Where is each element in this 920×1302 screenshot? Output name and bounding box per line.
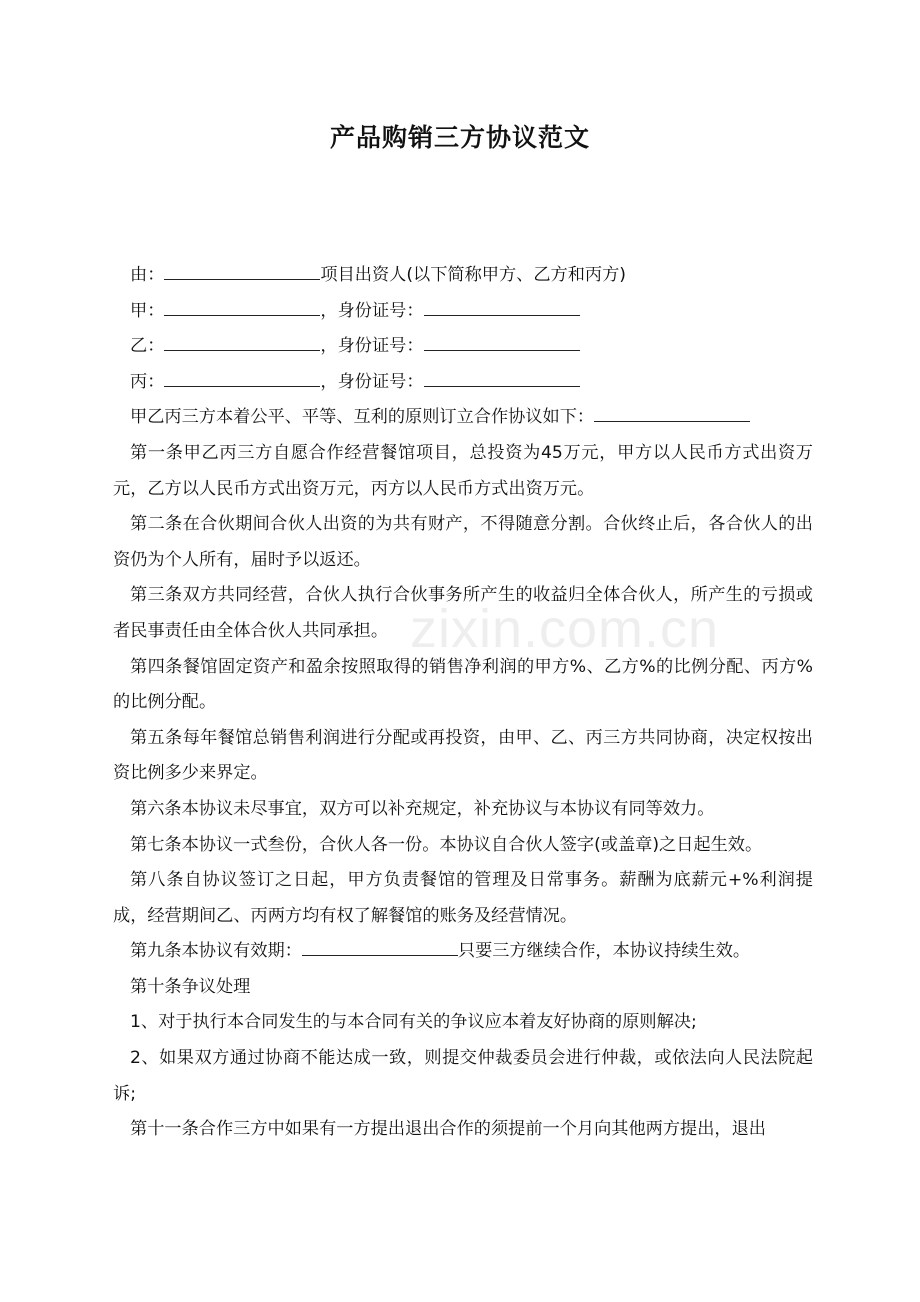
party-a-name-blank bbox=[164, 295, 320, 316]
article-5: 第五条每年餐馆总销售利润进行分配或再投资，由甲、乙、丙三方共同协商，决定权按出资比例多少来界定。 bbox=[113, 727, 813, 784]
preamble-text: 甲乙丙三方本着公平、平等、互利的原则订立合作协议如下： bbox=[130, 407, 595, 428]
party-a-line bbox=[113, 294, 813, 330]
party-c-label: 丙： bbox=[130, 371, 165, 392]
document-title: 产品购销三方协议范文 bbox=[329, 123, 590, 152]
article-9 bbox=[113, 934, 813, 970]
party-c-name-blank bbox=[164, 366, 320, 387]
project-name-blank bbox=[164, 259, 320, 280]
party-b-id-blank bbox=[424, 330, 580, 351]
party-c-id-label: ，身份证号： bbox=[320, 371, 424, 392]
party-c-line bbox=[113, 365, 813, 401]
document-body bbox=[113, 258, 813, 1148]
parties-intro bbox=[113, 258, 813, 294]
parties-intro-text: 项目出资人(以下简称甲方、乙方和丙方) bbox=[320, 265, 626, 285]
article-7: 第七条本协议一式叁份，合伙人各一份。本协议自合伙人签字(或盖章)之日起生效。 bbox=[130, 834, 763, 855]
article-9-label: 第九条本协议有效期： bbox=[130, 941, 302, 962]
article-11: 第十一条合作三方中如果有一方提出退出合作的须提前一个月向其他两方提出，退出 bbox=[130, 1119, 766, 1140]
party-a-id-label: ，身份证号： bbox=[320, 300, 424, 321]
article-9-text: 只要三方继续合作，本协议持续生效。 bbox=[457, 941, 751, 962]
article-6: 第六条本协议未尽事宜，双方可以补充规定，补充协议与本协议有同等效力。 bbox=[130, 798, 715, 819]
article-10: 第十条争议处理 bbox=[130, 976, 251, 997]
parties-intro-label: 由： bbox=[130, 265, 165, 285]
party-b-label: 乙： bbox=[130, 336, 165, 357]
party-a-id-blank bbox=[424, 295, 580, 316]
article-2: 第二条在合伙期间合伙人出资的为共有财产，不得随意分割。合伙终止后，各合伙人的出资仍为个人所有，届时予以返还。 bbox=[113, 514, 813, 570]
party-b-name-blank bbox=[164, 330, 320, 351]
preamble-blank bbox=[594, 401, 750, 422]
party-b-id-label: ，身份证号： bbox=[320, 336, 424, 357]
article-1: 第一条甲乙丙三方自愿合作经营餐馆项目，总投资为45万元，甲方以人民币方式出资万元，乙方以人民币方式出资万元，丙方以人民币方式出资万元。 bbox=[113, 442, 813, 499]
article-8: 第八条自协议签订之日起，甲方负责餐馆的管理及日常事务。薪酬为底薪元+%利润提成，经营期间乙、丙两方均有权了解餐馆的账务及经营情况。 bbox=[113, 870, 813, 926]
article-3: 第三条双方共同经营，合伙人执行合伙事务所产生的收益归全体合伙人，所产生的亏损或者民事责任由全体合伙人共同承担。 bbox=[113, 585, 813, 641]
watermark: zixin.com.cn bbox=[410, 599, 720, 659]
agreement-preamble bbox=[113, 400, 813, 436]
party-c-id-blank bbox=[424, 366, 580, 387]
article-10-item-1: 1、对于执行本合同发生的与本合同有关的争议应本着友好协商的原则解决; bbox=[130, 1012, 697, 1033]
article-4: 第四条餐馆固定资产和盈余按照取得的销售净利润的甲方%、乙方%的比例分配、丙方%的比例分配。 bbox=[113, 656, 813, 713]
article-10-item-2: 2、如果双方通过协商不能达成一致，则提交仲裁委员会进行仲裁，或依法向人民法院起诉; bbox=[113, 1048, 813, 1104]
party-a-label: 甲： bbox=[130, 300, 165, 321]
validity-period-blank bbox=[302, 935, 458, 956]
party-b-line bbox=[113, 329, 813, 365]
